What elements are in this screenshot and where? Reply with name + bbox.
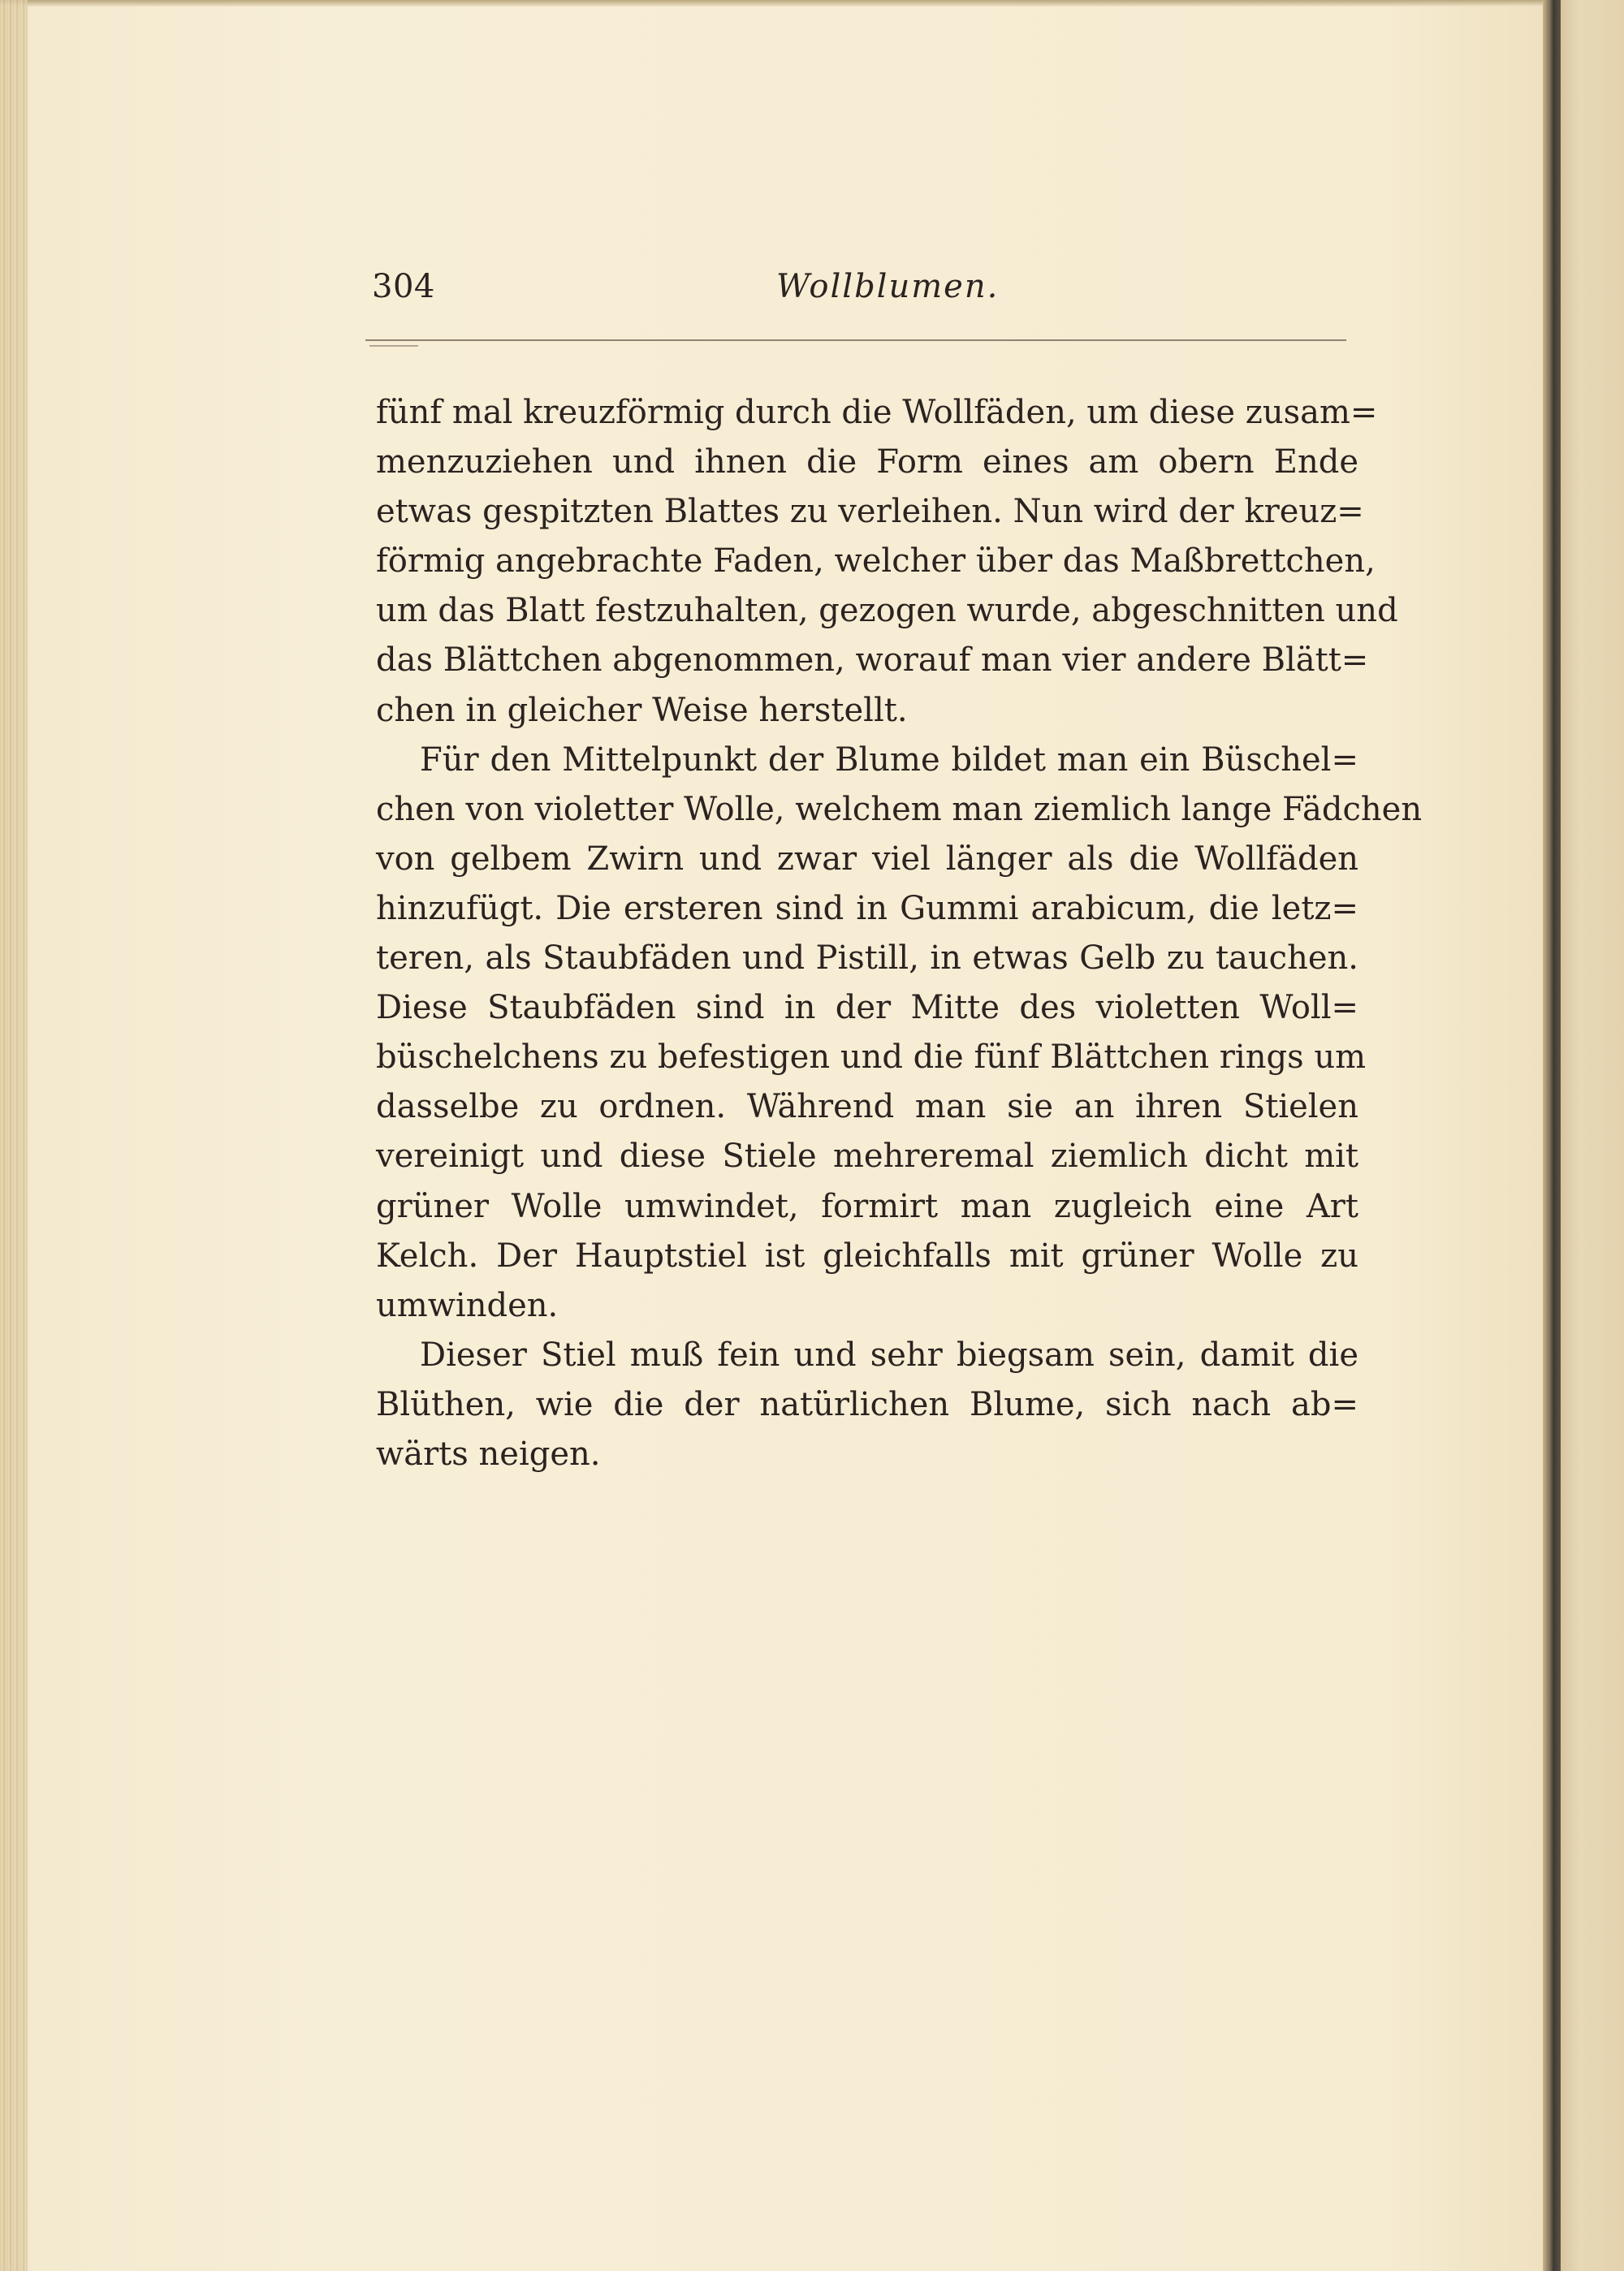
- paragraph-1: [376, 388, 1398, 736]
- book-spine: [1543, 0, 1561, 2271]
- text-line: chen in gleicher Weise herstellt.: [376, 691, 908, 729]
- running-title: Wollblumen.: [776, 268, 1000, 305]
- text-line: wärts neigen.: [376, 1435, 601, 1473]
- text-line: förmig angebrachte Faden, welcher über das Maßbrettchen,: [376, 542, 1376, 581]
- page-top-edge: [0, 0, 1557, 6]
- text-line: Für den Mittelpunkt der Blume bildet man ein Büschel=: [420, 740, 1358, 779]
- text-line: hinzufügt. Die ersteren sind in Gummi arabicum, die letz=: [376, 889, 1358, 927]
- text-line: Diese Staubfäden sind in der Mitte des violetten Woll=: [376, 989, 1358, 1027]
- text-line: büschelchens zu befestigen und die fünf Blättchen rings um: [376, 1038, 1367, 1077]
- paragraph-3: [376, 1331, 1358, 1479]
- text-line: Blüthen, wie die der natürlichen Blume, sich nach ab=: [376, 1385, 1358, 1423]
- page-left-edge: [0, 0, 28, 2271]
- page-header: [372, 268, 1346, 317]
- page-number: 304: [372, 268, 435, 305]
- text-line: dasselbe zu ordnen. Während man sie an ihren Stielen: [376, 1088, 1358, 1126]
- paragraph-2: [376, 736, 1423, 1331]
- text-line: chen von violetter Wolle, welchem man ziemlich lange Fädchen: [376, 790, 1423, 828]
- adjacent-page-edge: [1561, 0, 1624, 2271]
- text-line: umwinden.: [376, 1286, 559, 1324]
- text-line: menzuziehen und ihnen die Form eines am obern Ende: [376, 443, 1358, 481]
- header-rule-accent: [369, 345, 418, 347]
- text-line: teren, als Staubfäden und Pistill, in etwas Gelb zu tauchen.: [376, 939, 1358, 978]
- header-rule: [365, 339, 1346, 341]
- text-line: etwas gespitzten Blattes zu verleihen. Nun wird der kreuz=: [376, 493, 1364, 531]
- text-line: von gelbem Zwirn und zwar viel länger als die Wollfäden: [376, 840, 1358, 878]
- text-line: fünf mal kreuzförmig durch die Wollfäden, um diese zusam=: [376, 394, 1378, 431]
- text-line: Dieser Stiel muß fein und sehr biegsam sein, damit die: [420, 1336, 1358, 1374]
- text-line: Kelch. Der Hauptstiel ist gleichfalls mit grüner Wolle zu: [376, 1237, 1358, 1275]
- text-line: grüner Wolle umwindet, formirt man zugleich eine Art: [376, 1187, 1358, 1225]
- text-line: um das Blatt festzuhalten, gezogen wurde, abgeschnitten und: [376, 592, 1398, 630]
- body-text: [376, 388, 1423, 1479]
- text-line: vereinigt und diese Stiele mehreremal ziemlich dicht mit: [376, 1138, 1358, 1176]
- text-line: das Blättchen abgenommen, worauf man vier andere Blätt=: [376, 641, 1369, 680]
